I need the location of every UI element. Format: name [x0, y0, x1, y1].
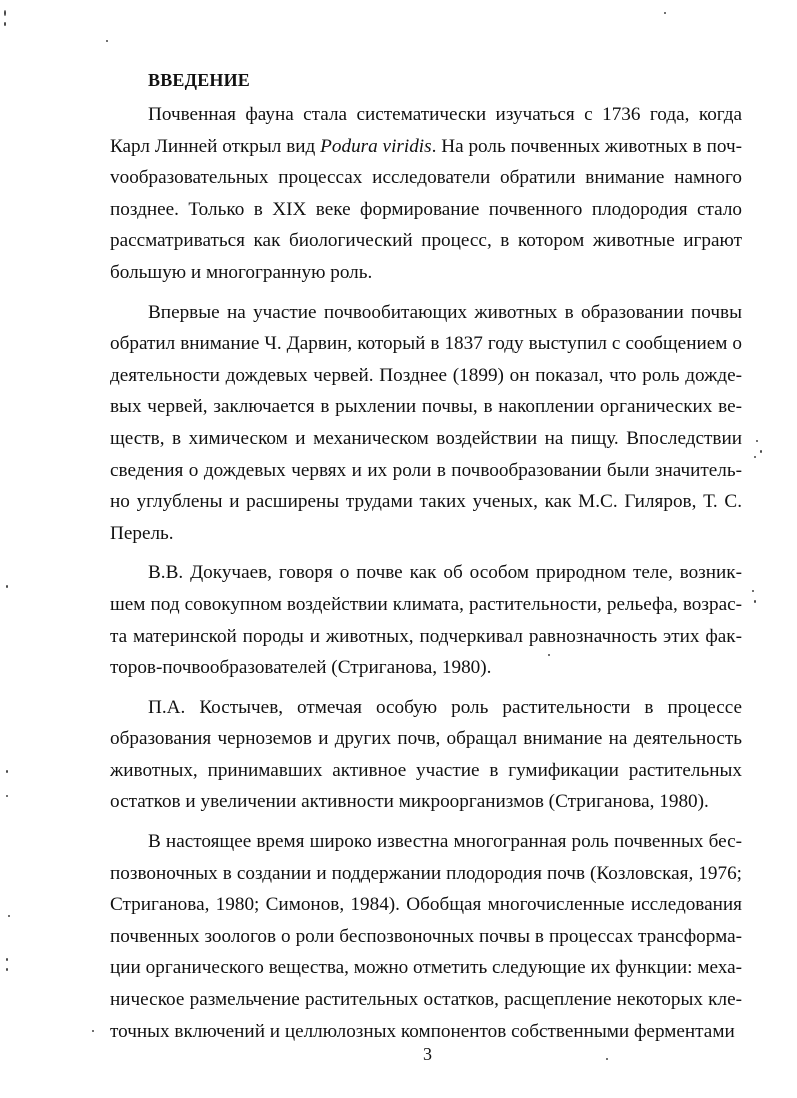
scan-speck	[606, 1058, 608, 1060]
scan-speck	[754, 600, 756, 603]
scan-speck	[4, 10, 6, 16]
section-heading: ВВЕДЕНИЕ	[148, 70, 251, 90]
paragraph-1-part-1: Почвенная фауна стала систематически изучаться с 1736 года, когда Карл Линней открыл вид	[110, 104, 742, 157]
scan-speck	[756, 440, 758, 442]
scan-speck	[6, 770, 8, 773]
body-text	[110, 99, 742, 1055]
paragraph-1	[110, 99, 742, 289]
paragraph-4: П.А. Костычев, отмечая особую роль растительности в процессе образования черноземов и других почв, обращал внимание на деятельность животных, принимавших активное участие в гумификации растительных остатков и увеличении активности микроорганизмов (Стриганова, 1980).	[110, 696, 742, 813]
scan-speck	[6, 958, 8, 961]
scan-speck	[6, 968, 8, 971]
scan-speck	[106, 40, 108, 42]
scan-speck	[752, 590, 754, 592]
scan-speck	[6, 795, 8, 797]
scan-speck	[92, 1030, 94, 1032]
paragraph-5: В настоящее время широко известна многогранная роль почвенных беспозвоночных в создании и поддержании плодородия почв (Козловская, 1976; Стриганова, 1980; Симонов, 1984). Обобщая многочисленные исследования почвенных зоологов о роли беспозвоночных почвы в процессах трансформации органического вещества, можно отметить следующие их функции: механическое размельчение растительных остатков, расщепление некоторых клеточных включений и целлюлозных компонентов собственными ферментами	[110, 831, 742, 1042]
scan-speck	[548, 654, 550, 656]
species-name: Podura viridis	[320, 135, 432, 157]
scan-speck	[8, 915, 10, 917]
page-number: 3	[423, 1044, 432, 1064]
paragraph-2: Впервые на участие почвообитающих животных в образовании почвы обратил внимание Ч. Дарвин, который в 1837 году выступил с сообщением о деятельности дождевых червей. Позднее (1899) он показал, что роль дождевых червей, заключается в рыхлении почвы, в накоплении органических веществ, в химическом и механическом воздействии на пищу. Впоследствии сведения о дождевых червях и их роли в почвообразовании были значительно углублены и расширены трудами таких ученых, как М.С. Гиляров, Т. С. Перель.	[110, 301, 742, 544]
paragraph-1-part-2: . На роль почвенных животных в почvообразовательных процессах исследователи обратили внимание намного позднее. Только в XIX веке формирование почвенного плодородия стало рассматриваться как биологический процесс, в котором животные играют большую и многогранную роль.	[110, 135, 742, 283]
scan-speck	[760, 450, 762, 453]
scan-speck	[6, 585, 8, 588]
scan-speck	[754, 456, 756, 458]
scan-speck	[4, 22, 6, 26]
paragraph-3: В.В. Докучаев, говоря о почве как об особом природном теле, возникшем под совокупном воздействии климата, растительности, рельефа, возраста материнской породы и животных, подчеркивал равнозначность этих факторов-почвообразователей (Стриганова, 1980).	[110, 562, 742, 679]
scan-speck	[664, 12, 666, 14]
